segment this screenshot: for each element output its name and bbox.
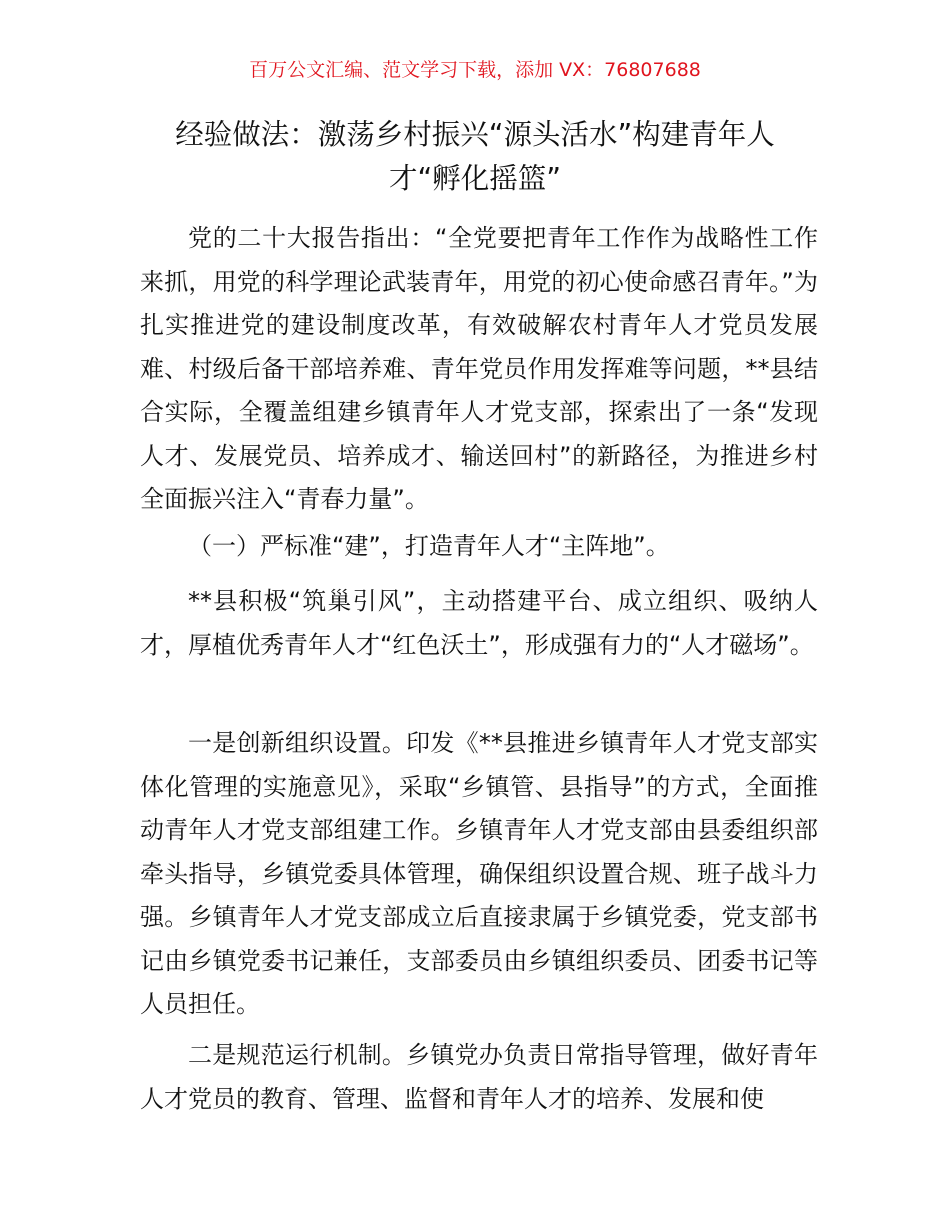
document-title: 经验做法：激荡乡村振兴“源头活水”构建青年人才“孵化摇篮”	[175, 118, 775, 195]
watermark-header: 百万公文汇编、范文学习下载，添加 VX：76807688	[249, 59, 701, 81]
document-body-section-overview	[140, 580, 818, 667]
section-heading-1: （一）严标准“建”，打造青年人才“主阵地”。	[188, 532, 670, 560]
paragraph-point-2: 二是规范运行机制。乡镇党办负责日常指导管理，做好青年人才党员的教育、管理、监督和青年人才的培养、发展和使	[140, 1041, 818, 1113]
paragraph-overview: **县积极“筑巢引风”，主动搭建平台、成立组织、吸纳人才，厚植优秀青年人才“红色沃土”，形成强有力的“人才磁场”。	[140, 587, 818, 659]
document-body-section-point-2	[140, 1034, 818, 1121]
document-body-section-point-1	[140, 722, 818, 1027]
paragraph-intro: 党的二十大报告指出：“全党要把青年工作作为战略性工作来抓，用党的科学理论武装青年，用党的初心使命感召青年。”为扎实推进党的建设制度改革，有效破解农村青年人才党员发展难、村级后备干部培养难、青年党员作用发挥难等问题，**县结合实际，全覆盖组建乡镇青年人才党支部，探索出了一条“发现人才、发展党员、培养成才、输送回村”的新路径，为推进乡村全面振兴注入“青春力量”。	[140, 224, 818, 513]
document-body-section-intro	[140, 217, 818, 522]
document-body-section-heading	[140, 525, 818, 569]
paragraph-point-1: 一是创新组织设置。印发《**县推进乡镇青年人才党支部实体化管理的实施意见》，采取“乡镇管、县指导”的方式，全面推动青年人才党支部组建工作。乡镇青年人才党支部由县委组织部牵头指导，乡镇党委具体管理，确保组织设置合规、班子战斗力强。乡镇青年人才党支部成立后直接隶属于乡镇党委，党支部书记由乡镇党委书记兼任，支部委员由乡镇组织委员、团委书记等人员担任。	[140, 729, 818, 1018]
